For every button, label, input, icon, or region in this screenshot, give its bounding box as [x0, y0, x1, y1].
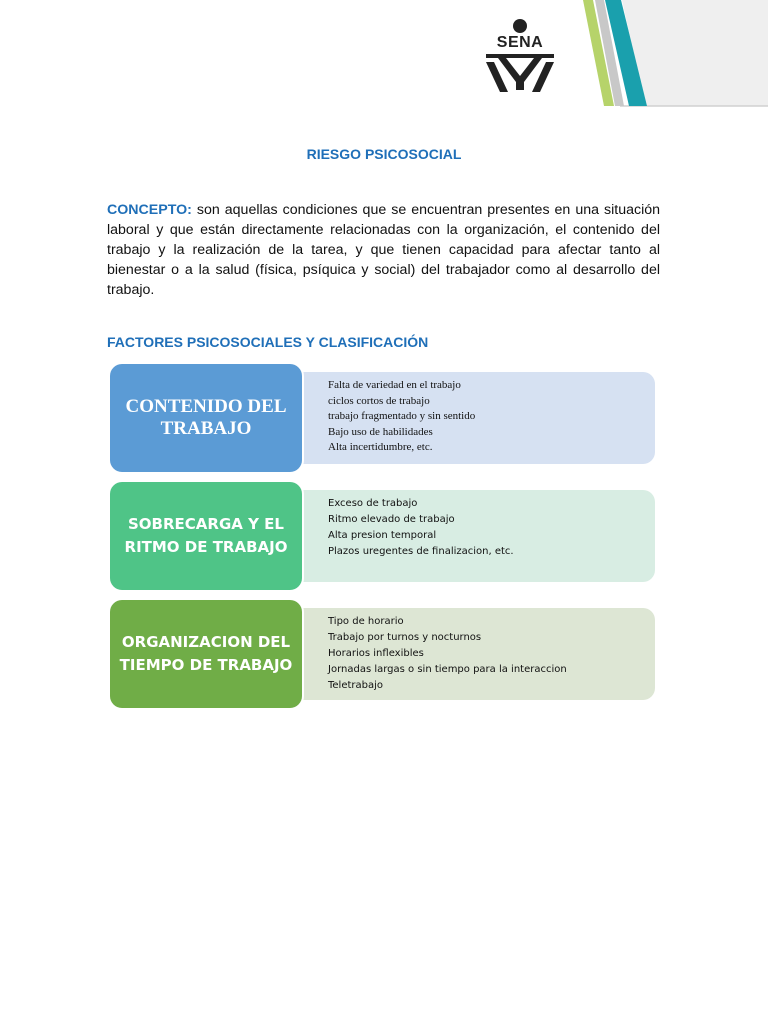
factor-row-sobrecarga	[108, 480, 656, 592]
factor-item: Alta presion temporal	[328, 530, 437, 541]
factor-item: Jornadas largas o sin tiempo para la interaccion	[328, 664, 567, 675]
factor-item: Ritmo elevado de trabajo	[328, 514, 455, 525]
factor-item: Bajo uso de habilidades	[328, 425, 433, 438]
factor-item-list	[328, 614, 567, 694]
factor-label: ORGANIZACION DEL TIEMPO DE TRABAJO	[108, 598, 304, 710]
factor-item: Exceso de trabajo	[328, 498, 418, 509]
section-heading: FACTORES PSICOSOCIALES Y CLASIFICACIÓN	[107, 334, 429, 350]
factor-item: ciclos cortos de trabajo	[328, 394, 430, 407]
concept-paragraph	[107, 200, 660, 300]
factor-item: Plazos uregentes de finalizacion, etc.	[328, 546, 514, 557]
factor-item-list	[328, 496, 514, 560]
factor-item: Falta de variedad en el trabajo	[328, 379, 461, 391]
logo-wordmark: SENA	[496, 34, 544, 51]
header-gray-band	[622, 0, 768, 106]
factor-row-organizacion	[108, 598, 656, 710]
factor-item: Teletrabajo	[328, 680, 384, 691]
factor-detail-box	[288, 372, 655, 464]
sena-logo	[480, 18, 560, 96]
factor-item-list	[328, 378, 475, 456]
factor-item: Alta incertidumbre, etc.	[328, 441, 433, 453]
concept-body: son aquellas condiciones que se encuentran presentes en una situación laboral y que están directamente relacionadas con la organización, el contenido del trabajo y la realización de la tarea, y que tienen capacidad para afectar tanto al bienestar o a la salud (física, psíquica y social) del trabajador como al desarrollo del trabajo.	[107, 202, 660, 298]
factor-label: SOBRECARGA Y EL RITMO DE TRABAJO	[108, 480, 304, 592]
factor-label: CONTENIDO DEL TRABAJO	[108, 362, 304, 474]
factor-item: Trabajo por turnos y nocturnos	[328, 632, 482, 643]
factor-item: trabajo fragmentado y sin sentido	[328, 410, 476, 422]
factor-row-contenido	[108, 362, 656, 474]
header-decoration	[0, 0, 768, 110]
page-title: RIESGO PSICOSOCIAL	[306, 146, 462, 162]
concept-lead: CONCEPTO:	[107, 202, 192, 218]
factor-item: Tipo de horario	[328, 616, 404, 627]
factor-detail-box	[288, 608, 655, 700]
factor-detail-box	[288, 490, 655, 582]
factor-item: Horarios inflexibles	[328, 648, 424, 659]
